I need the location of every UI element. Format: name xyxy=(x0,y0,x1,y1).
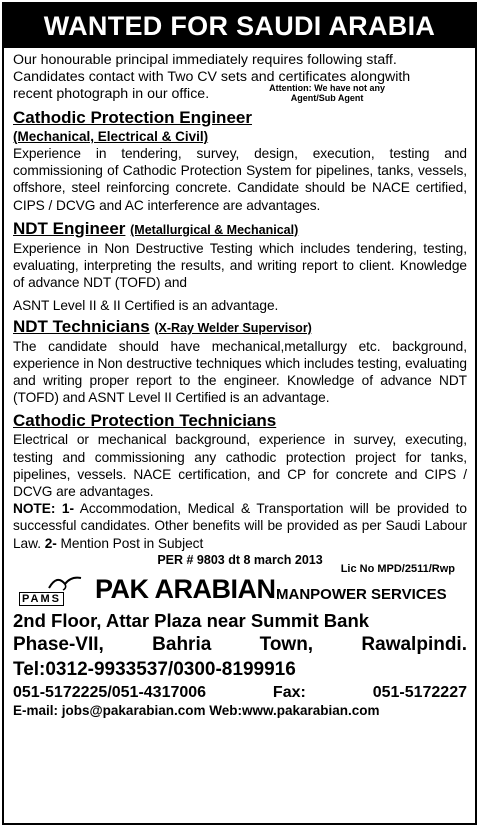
ad-banner-title: WANTED FOR SAUDI ARABIA xyxy=(4,4,475,48)
pams-logo-text: PAMS xyxy=(19,592,64,606)
attention-line-1: Attention: We have not any xyxy=(269,83,385,93)
ndt-technicians-description: The candidate should have mechanical,metallurgy etc. background, experience in Non destructive techniques which includes testing, evaluating and writing proper report to the engineer. Knowledge of advance NDT (TOFD) and ASNT Level II Certified is an advantage. xyxy=(13,338,467,406)
note-label: NOTE: 1- xyxy=(13,501,74,517)
note-label-2: 2- xyxy=(40,535,57,551)
email-web: E-mail: jobs@pakarabian.com Web:www.pakarabian.com xyxy=(13,703,380,719)
attention-note xyxy=(269,83,385,103)
intro-text xyxy=(13,52,467,103)
cp-technicians-description: Electrical or mechanical background, experience in survey, executing, testing and commissioning any cathodic protection project for tanks, pipelines, vessels. NACE certification, and CP for concrete and CIPS / DCVG are advantages. xyxy=(13,432,467,500)
cp-technicians-title: Cathodic Protection Technicians xyxy=(13,411,277,431)
ndt-technicians-title: NDT Technicians xyxy=(13,316,150,336)
note-text-1: Accommodation, Medical & Transportation will be provided to successful candidates. Other benefits will be provided as per Saudi Labour Law. xyxy=(13,501,467,551)
section-title-ndt-engineer xyxy=(13,219,467,240)
company-name-suffix: MANPOWER SERVICES xyxy=(276,585,447,603)
ndt-technicians-subtitle: (X-Ray Welder Supervisor) xyxy=(154,320,312,335)
job-advertisement xyxy=(2,2,477,825)
note-paragraph xyxy=(13,500,467,552)
address-line-2: Phase-VII, Bahria Town, Rawalpindi. xyxy=(13,634,467,656)
intro-line-3: recent photograph in our office. xyxy=(13,86,210,102)
telephone-numbers: Tel:0312-9933537/0300-8199916 xyxy=(13,658,296,680)
intro-line-1: Our honourable principal immediately requires following staff. xyxy=(13,52,397,68)
ad-content xyxy=(4,48,475,719)
intro-line-2: Candidates contact with Two CV sets and certificates alongwith xyxy=(13,69,411,85)
company-name: PAK ARABIAN xyxy=(95,573,276,604)
per-reference: PER # 9803 dt 8 march 2013 xyxy=(157,552,323,567)
cp-engineer-subtitle: (Mechanical, Electrical & Civil) xyxy=(13,129,209,144)
phone-fax-numbers: 051-5172225/051-4317006 Fax: 051-5172227 xyxy=(13,684,467,702)
bird-logo-icon xyxy=(47,572,83,592)
cp-engineer-description: Experience in tendering, survey, design, execution, testing and commissioning of Cathodic Protection System for pipelines, tanks, vessels, offshore, steel reinforcing concrete. Candidate should be NACE certified, CIPS / DCVG and AC interference are advantages. xyxy=(13,146,467,213)
license-number: Lic No MPD/2511/Rwp xyxy=(340,562,455,575)
attention-line-2: Agent/Sub Agent xyxy=(290,93,364,103)
ndt-engineer-description: Experience in Non Destructive Testing which includes tendering, testing, evaluating, interpreting the results, and writing report to client. Knowledge of advance NDT (TOFD) and xyxy=(13,240,467,291)
cp-engineer-title: Cathodic Protection Engineer xyxy=(13,108,252,127)
company-logo xyxy=(19,572,93,606)
company-logo-row xyxy=(13,562,467,608)
ndt-engineer-certification: ASNT Level II & II Certified is an advantage. xyxy=(13,298,279,314)
ndt-engineer-title: NDT Engineer xyxy=(13,218,126,238)
ndt-engineer-subtitle: (Metallurgical & Mechanical) xyxy=(130,222,299,237)
section-title-ndt-technicians xyxy=(13,317,467,338)
section-title-cp-engineer xyxy=(13,108,467,128)
note-text-2: Mention Post in Subject xyxy=(56,535,204,551)
address-line-1: 2nd Floor, Attar Plaza near Summit Bank xyxy=(13,609,370,631)
section-title-cp-technicians xyxy=(13,411,467,431)
